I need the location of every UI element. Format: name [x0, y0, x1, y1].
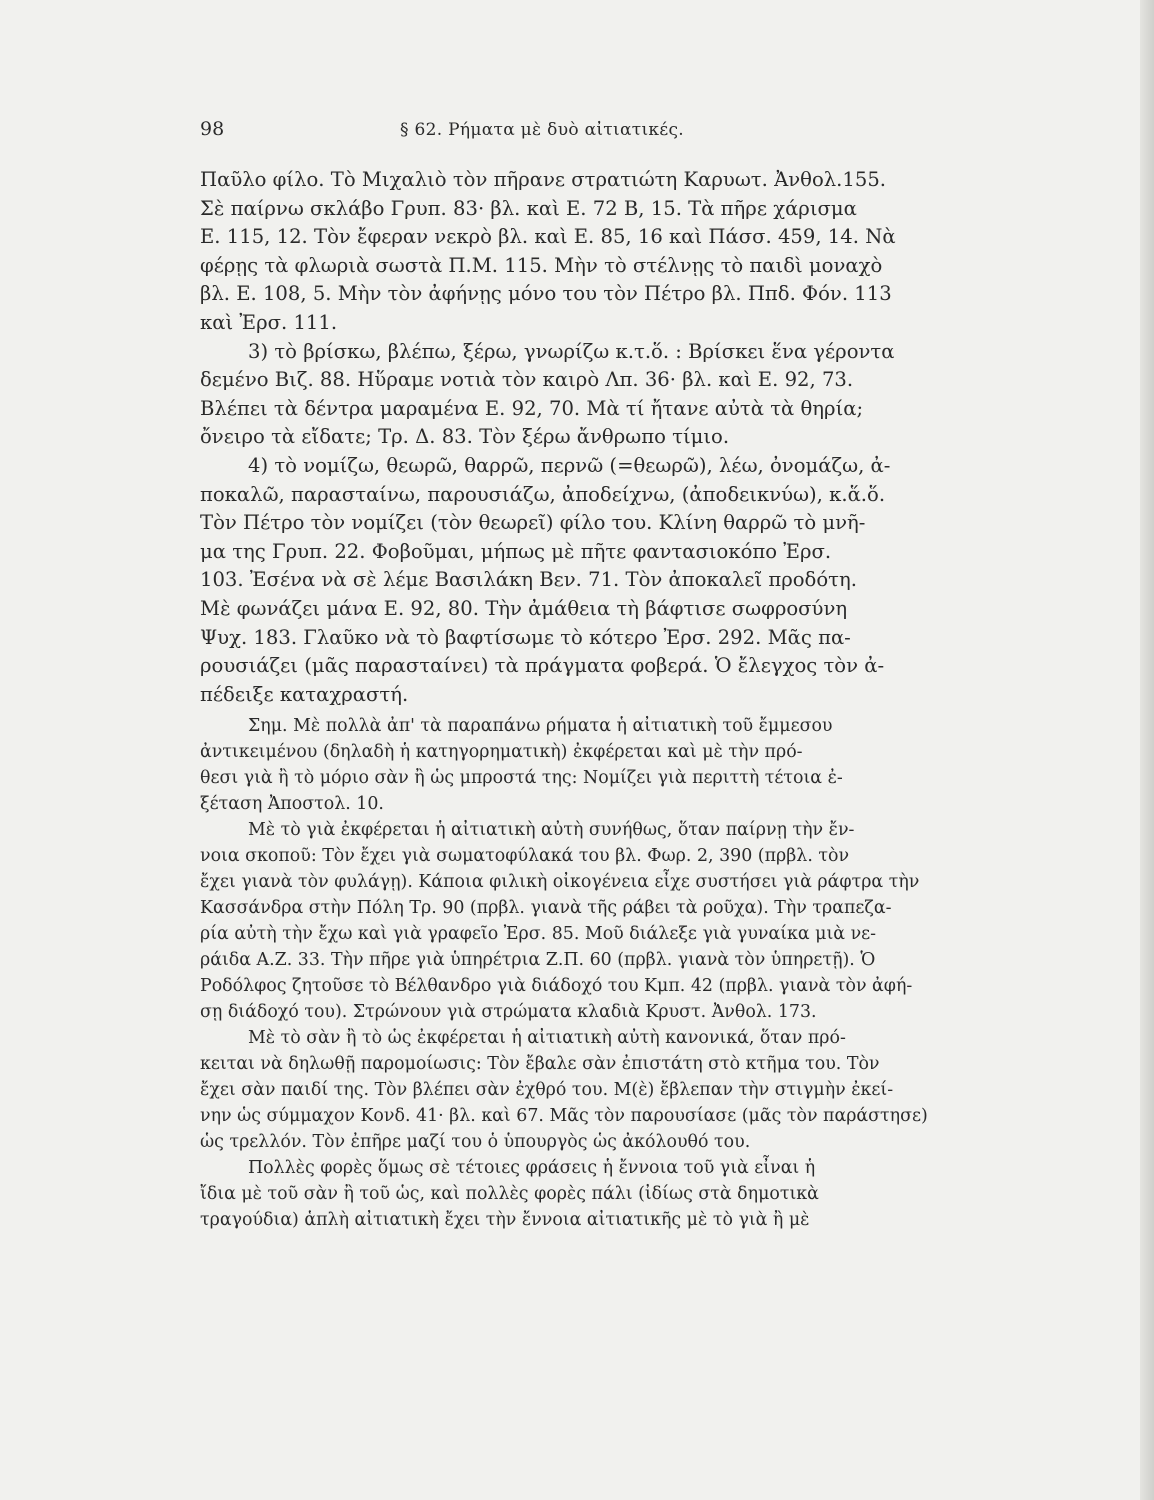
note-line: νην ὡς σύμμαχον Κονδ. 41· βλ. καὶ 67. Μᾶς τὸν παρουσίασε (μᾶς τὸν παράστησε)	[200, 1106, 928, 1127]
text-line: Βλέπει τὰ δέντρα μαραμένα Ε. 92, 70. Μὰ τί ἤτανε αὐτὰ τὰ θηρία;	[200, 396, 864, 420]
note-line: σῃ διάδοχό του). Στρώνουν γιὰ στρώματα κλαδιὰ Κρυστ. Ἀνθολ. 173.	[200, 1002, 817, 1023]
note-line: ἴδια μὲ τοῦ σὰν ἢ τοῦ ὡς, καὶ πολλὲς φορὲς πάλι (ἰδίως στὰ δημοτικὰ	[200, 1184, 819, 1205]
note-line: Κασσάνδρα στὴν Πόλη Τρ. 90 (πρβλ. γιανὰ τῆς ράβει τὰ ροῦχα). Τὴν τραπεζα-	[200, 898, 892, 919]
note-line: ράιδα Α.Ζ. 33. Τὴν πῆρε γιὰ ὑπηρέτρια Ζ.Π. 60 (πρβλ. γιανὰ τὸν ὑπηρετῇ). Ὁ	[200, 950, 876, 971]
note-line: ὡς τρελλόν. Τὸν ἐπῆρε μαζί του ὁ ὑπουργὸς ὡς ἀκόλουθό του.	[200, 1132, 751, 1153]
note-line: θεσι γιὰ ἢ τὸ μόριο σὰν ἢ ὡς μπροστά της: Νομίζει γιὰ περιττὴ τέτοια ἐ-	[200, 768, 843, 789]
text-line: Ε. 115, 12. Τὸν ἔφεραν νεκρὸ βλ. καὶ Ε. 85, 16 καὶ Πάσσ. 459, 14. Νὰ	[200, 225, 896, 249]
note-line: ρία αὐτὴ τὴν ἔχω καὶ γιὰ γραφεῖο Ἐρσ. 85. Μοῦ διάλεξε γιὰ γυναίκα μιὰ νε-	[200, 924, 877, 945]
text-line: Παῦλο φίλο. Τὸ Μιχαλιὸ τὸν πῆρανε στρατιώτη Καρυωτ. Ἀνθολ.155.	[200, 168, 887, 191]
note-line: ἔχει γιανὰ τὸν φυλάγῃ). Κάποια φιλικὴ οἰκογένεια εἶχε συστήσει γιὰ ράφτρα τὴν	[200, 872, 920, 893]
text-line: μα της Γρυπ. 22. Φοβοῦμαι, μήπως μὲ πῆτε φαντασιοκόπο Ἐρσ.	[200, 539, 832, 563]
text-line: Ψυχ. 183. Γλαῦκο νὰ τὸ βαφτίσωμε τὸ κότερο Ἐρσ. 292. Μᾶς πα-	[200, 625, 851, 649]
note-line: Ροδόλφος ζητοῦσε τὸ Βέλθανδρο γιὰ διάδοχό του Κμπ. 42 (πρβλ. γιανὰ τὸν ἀφή-	[200, 976, 913, 997]
text-line: ὄνειρο τὰ εἴδατε; Τρ. Δ. 83. Τὸν ξέρω ἄνθρωπο τίμιο.	[200, 425, 730, 449]
text-line: καὶ Ἐρσ. 111.	[200, 310, 338, 334]
page-number: 98	[200, 118, 225, 140]
note-line: τραγούδια) ἁπλὴ αἰτιατικὴ ἔχει τὴν ἔννοια αἰτιατικῆς μὲ τὸ γιὰ ἢ μὲ	[200, 1210, 810, 1231]
text-line: φέρῃς τὰ φλωριὰ σωστὰ Π.Μ. 115. Μὴν τὸ στέλνῃς τὸ παιδὶ μοναχὸ	[200, 253, 883, 277]
note-line: Πολλὲς φορὲς ὅμως σὲ τέτοιες φράσεις ἡ ἔννοια τοῦ γιὰ εἶναι ἡ	[248, 1158, 816, 1179]
note-line: ἔχει σὰν παιδί της. Τὸν βλέπει σὰν ἐχθρό του. Μ(ὲ) ἔβλεπαν τὴν στιγμὴν ἐκεί-	[200, 1080, 894, 1101]
text-line: βλ. Ε. 108, 5. Μὴν τὸν ἀφήνῃς μόνο του τὸν Πέτρο βλ. Ππδ. Φόν. 113	[200, 282, 892, 306]
note-line: ξέταση Ἀποστολ. 10.	[200, 794, 384, 815]
page-gutter	[1140, 0, 1154, 1500]
text-line: πέδειξε καταχραστή.	[200, 682, 409, 706]
note-line: Μὲ τὸ σὰν ἢ τὸ ὡς ἐκφέρεται ἡ αἰτιατικὴ αὐτὴ κανονικά, ὅταν πρό-	[248, 1028, 846, 1049]
text-line: Τὸν Πέτρο τὸν νομίζει (τὸν θεωρεῖ) φίλο του. Κλίνη θαρρῶ τὸ μνῆ-	[200, 511, 866, 535]
note-line: ἀντικειμένου (δηλαδὴ ἡ κατηγορηματικὴ) ἐκφέρεται καὶ μὲ τὴν πρό-	[200, 742, 803, 763]
text-line: 103. Ἐσένα νὰ σὲ λέμε Βασιλάκη Βεν. 71. Τὸν ἀποκαλεῖ προδότη.	[200, 568, 857, 592]
text-line: 4) τὸ νομίζω, θεωρῶ, θαρρῶ, περνῶ (=θεωρῶ), λέω, ὀνομάζω, ἀ-	[248, 453, 891, 477]
text-line: δεμένο Βιζ. 88. Ηὕραμε νοτιὰ τὸν καιρὸ Λπ. 36· βλ. καὶ Ε. 92, 73.	[200, 368, 854, 392]
page-header	[200, 118, 980, 148]
note-line: Σημ. Μὲ πολλὰ ἀπ' τὰ παραπάνω ρήματα ἡ αἰτιατικὴ τοῦ ἔμμεσου	[248, 716, 833, 737]
note-line: Μὲ τὸ γιὰ ἐκφέρεται ἡ αἰτιατικὴ αὐτὴ συνήθως, ὅταν παίρνῃ τὴν ἔν-	[248, 820, 855, 841]
main-text	[200, 166, 976, 1233]
text-line: Σὲ παίρνω σκλάβο Γρυπ. 83· βλ. καὶ Ε. 72 Β, 15. Τὰ πῆρε χάρισμα	[200, 196, 857, 220]
text-line: ποκαλῶ, παρασταίνω, παρουσιάζω, ἀποδείχνω, (ἀποδεικνύω), κ.ἅ.ὅ.	[200, 482, 886, 506]
note-line: κειται νὰ δηλωθῇ παρομοίωσις: Τὸν ἔβαλε σὰν ἐπιστάτη στὸ κτῆμα του. Τὸν	[200, 1054, 880, 1075]
note-line: νοια σκοποῦ: Τὸν ἔχει γιὰ σωματοφύλακά του βλ. Φωρ. 2, 390 (πρβλ. τὸν	[200, 846, 850, 867]
text-line: ρουσιάζει (μᾶς παρασταίνει) τὰ πράγματα φοβερά. Ὁ ἔλεγχος τὸν ἀ-	[200, 654, 885, 678]
running-head: § 62. Ρήματα μὲ δυὸ αἰτιατικές.	[400, 120, 684, 140]
text-line: 3) τὸ βρίσκω, βλέπω, ξέρω, γνωρίζω κ.τ.ὅ. : Βρίσκει ἕνα γέροντα	[248, 339, 895, 363]
text-line: Μὲ φωνάζει μάνα Ε. 92, 80. Τὴν ἀμάθεια τὴ βάφτισε σωφροσύνη	[200, 596, 848, 620]
